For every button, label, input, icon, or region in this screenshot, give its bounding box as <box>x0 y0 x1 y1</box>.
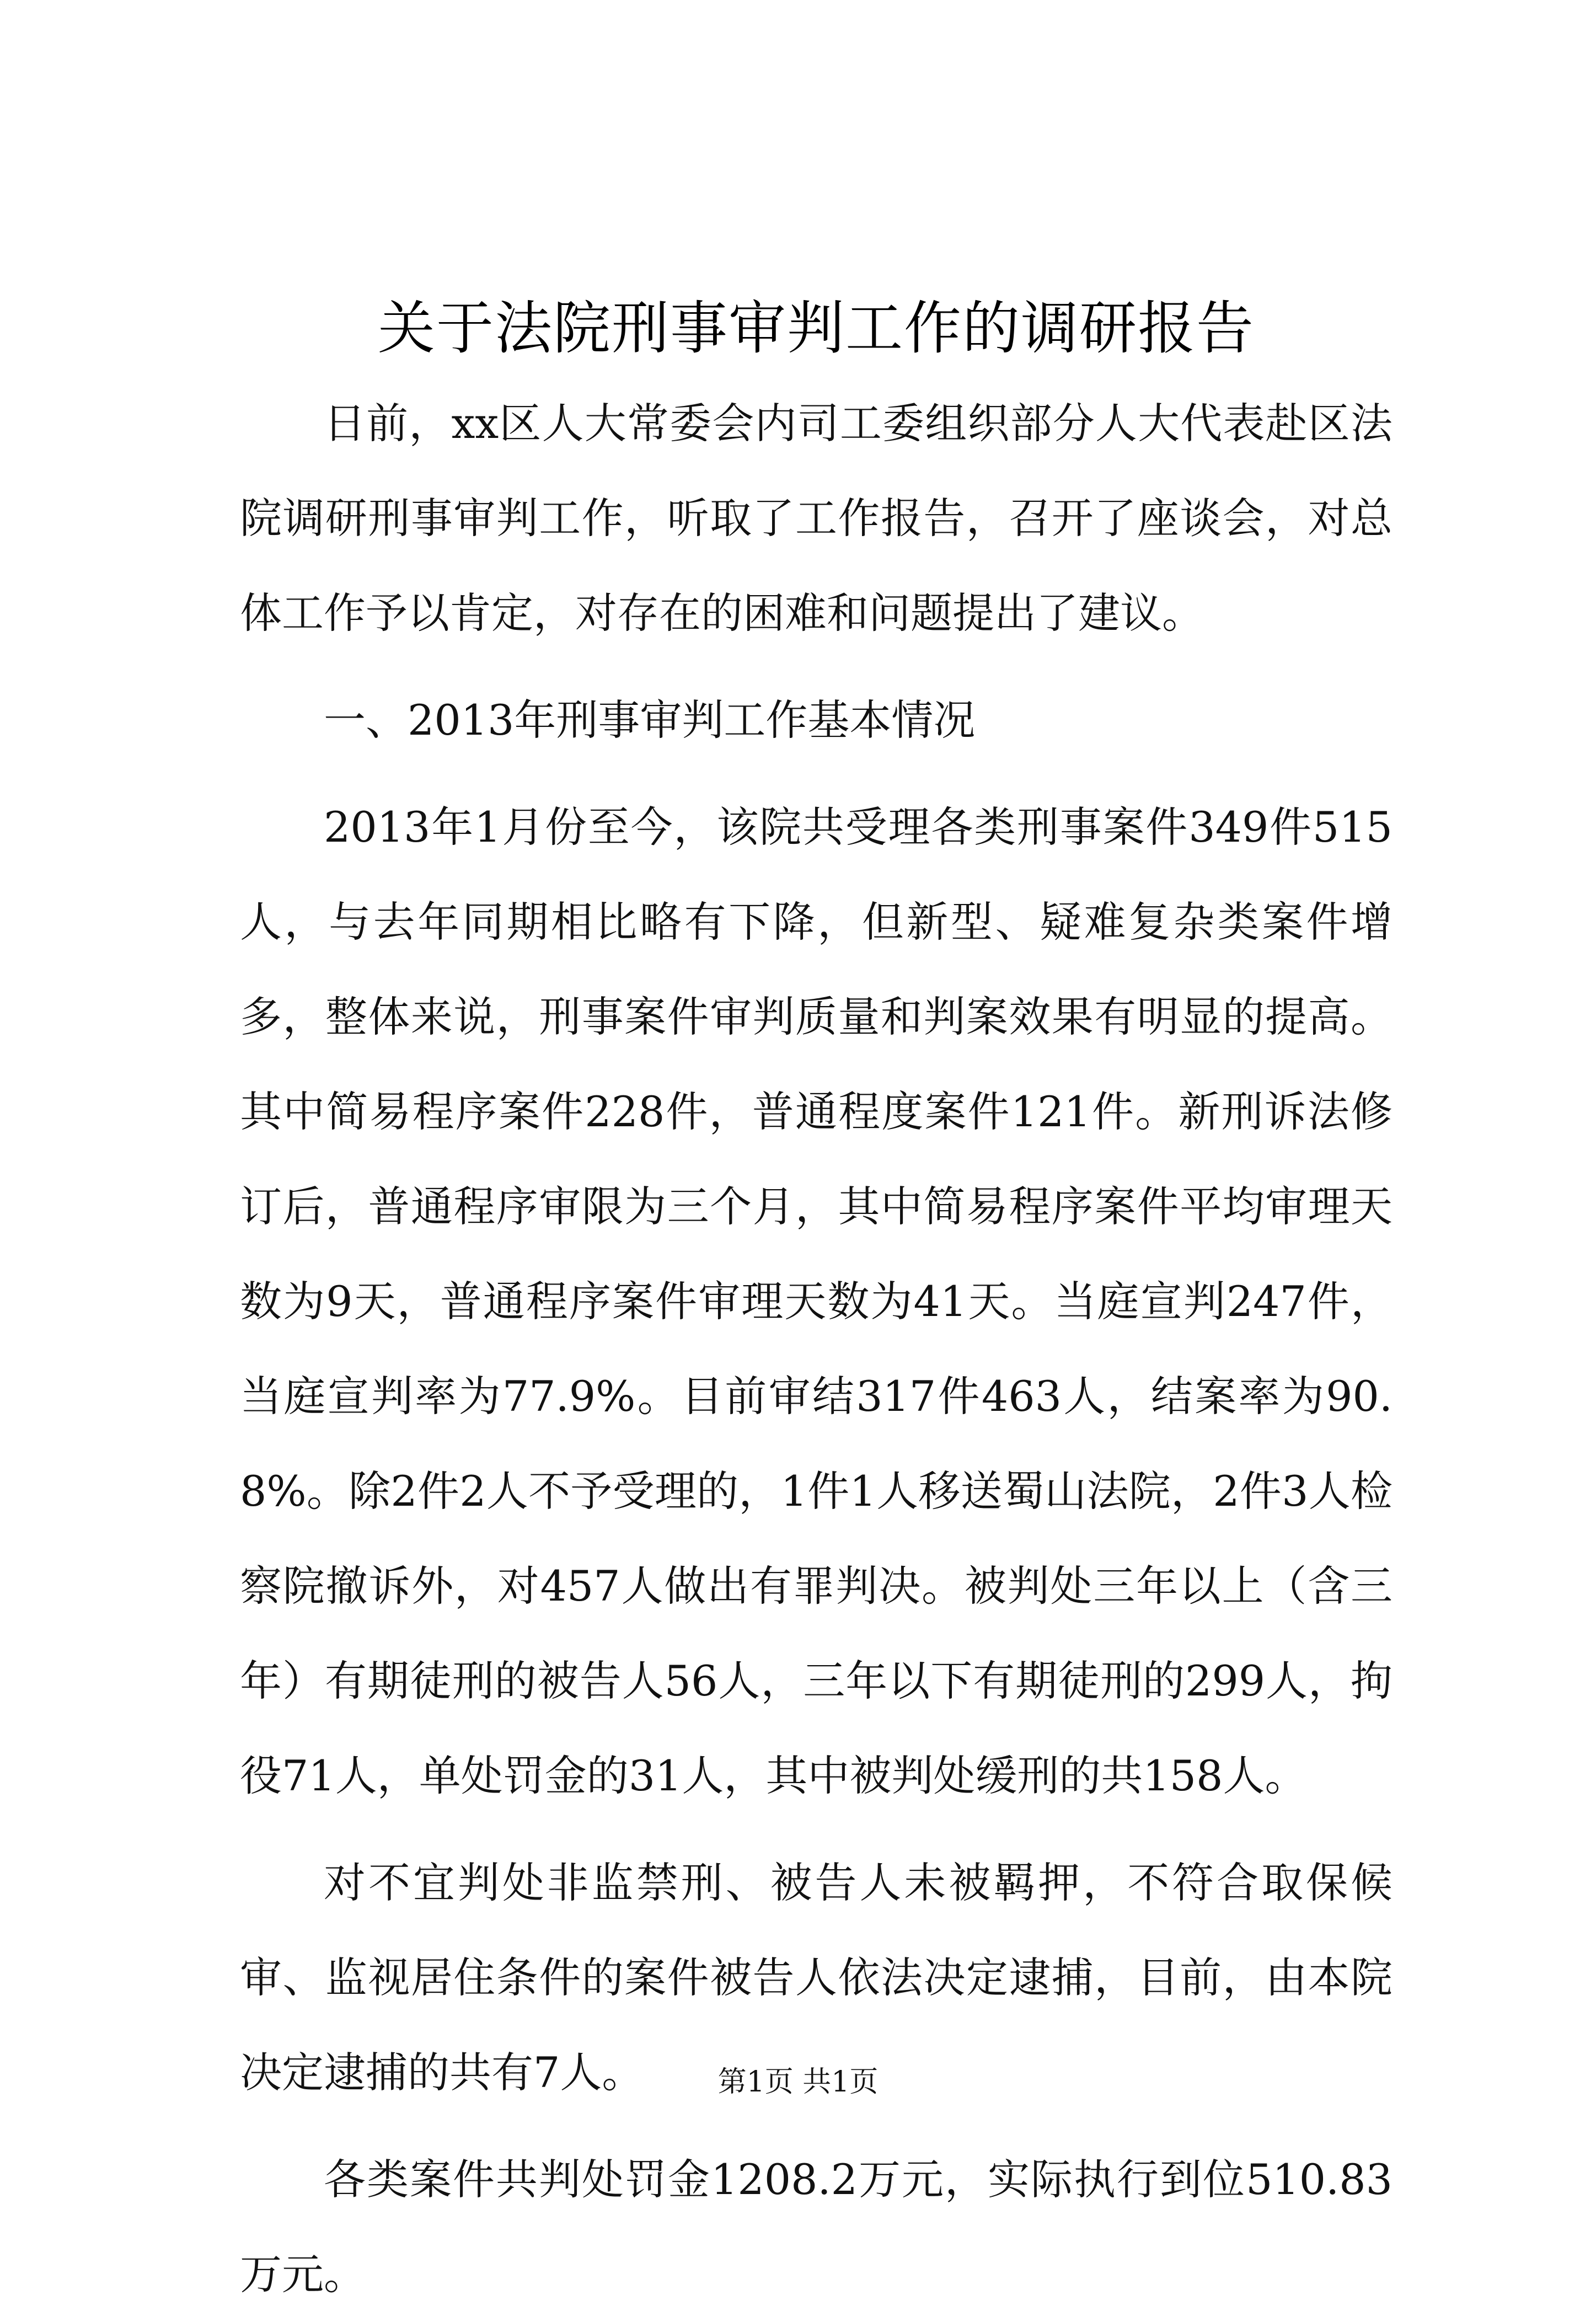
document-body <box>240 287 1393 2322</box>
intro-paragraph: 日前，xx区人大常委会内司工委组织部分人大代表赴区法院调研刑事审判工作，听取了工作报告，召开了座谈会，对总体工作予以肯定，对存在的困难和问题提出了建议。 <box>240 399 1393 638</box>
arrest-paragraph: 对不宜判处非监禁刑、被告人未被羁押，不符合取保候审、监视居住条件的案件被告人依法决定逮捕，目前，由本院决定逮捕的共有7人。 <box>240 1858 1393 2097</box>
section-heading: 一、2013年刑事审判工作基本情况 <box>324 695 976 745</box>
paragraph-gap <box>240 2120 1393 2132</box>
document-title: 关于法院刑事审判工作的调研报告 <box>377 295 1255 362</box>
page-footer: 第1页 共1页 <box>717 2066 879 2099</box>
paragraph-gap <box>240 768 1393 780</box>
paragraph-gap <box>240 661 1393 673</box>
paragraph-gap <box>240 1823 1393 1836</box>
fine-paragraph: 各类案件共判处罚金1208.2万元，实际执行到位510.83万元。 <box>240 2155 1393 2299</box>
statistics-paragraph: 2013年1月份至今，该院共受理各类刑事案件349件515人，与去年同期相比略有下降，但新型、疑难复杂类案件增多，整体来说，刑事案件审判质量和判案效果有明显的提高。其中简易程序案件228件，普通程度案件121件。新刑诉法修订后，普通程序审限为三个月，其中简易程序案件平均审理天数为9天，普通程序案件审理天数为41天。当庭宣判247件，当庭宣判率为77.9%。目前审结317件463人，结案率为90.8%。除2件2人不予受理的，1件1人移送蜀山法院，2件3人检察院撤诉外，对457人做出有罪判决。被判处三年以上（含三年）有期徒刑的被告人56人，三年以下有期徒刑的299人，拘役71人，单处罚金的31人，其中被判处缓刑的共158人。 <box>240 802 1393 1800</box>
